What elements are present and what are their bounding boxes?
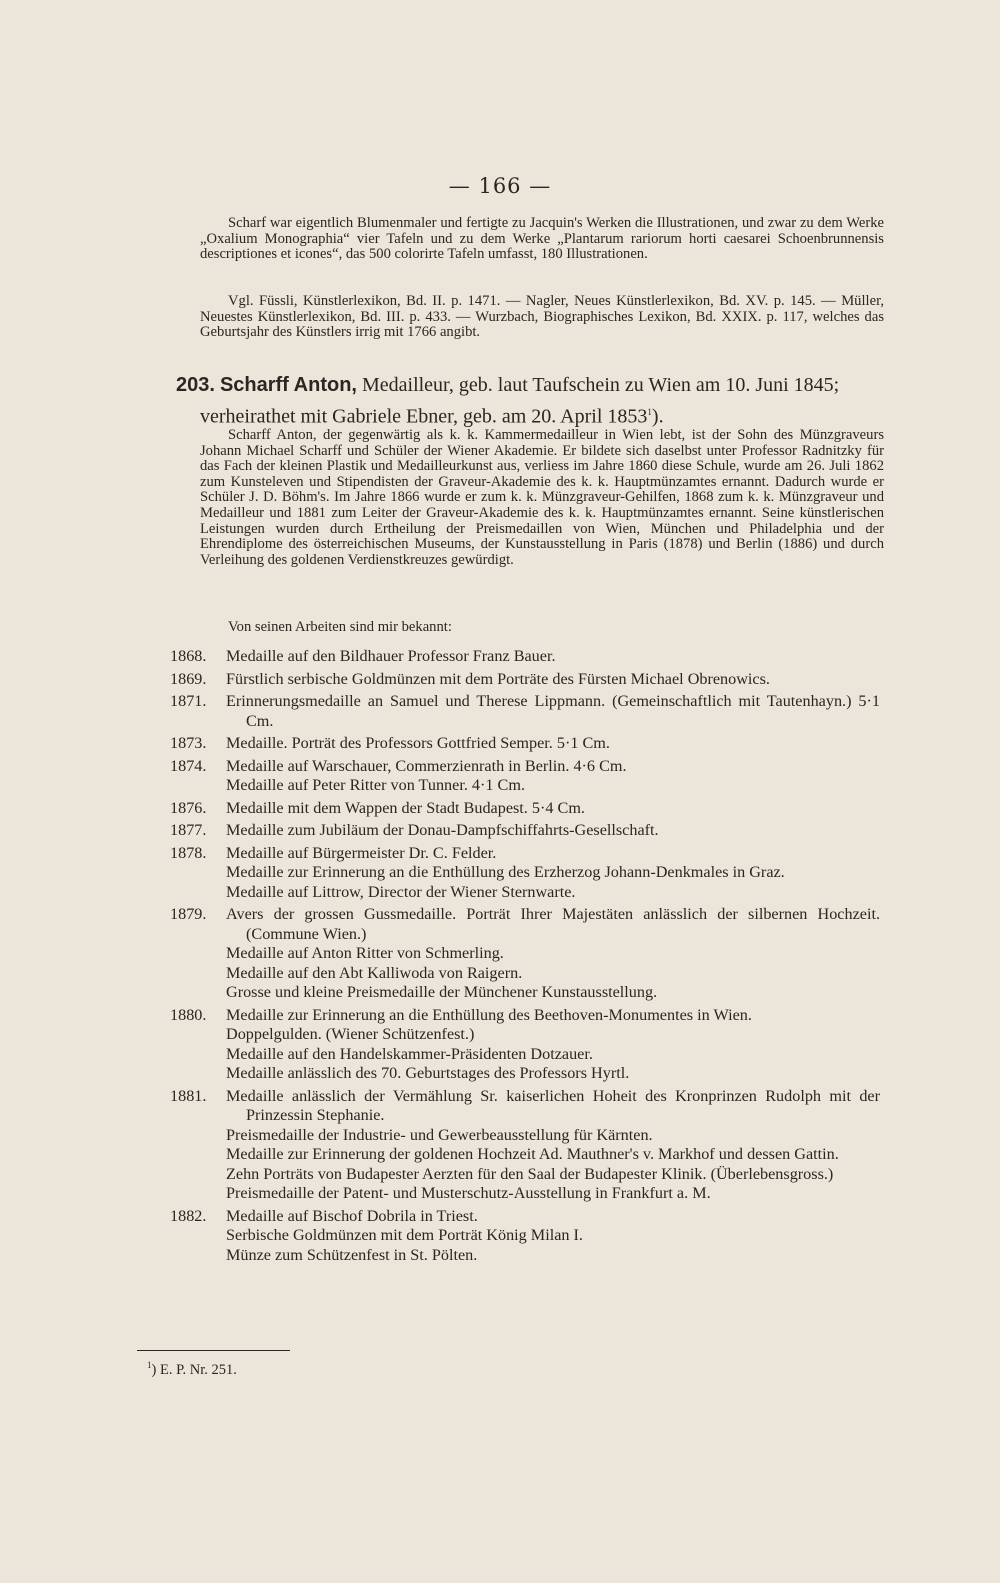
work-item (170, 1207, 880, 1227)
entry-line-2-wrap (176, 399, 884, 431)
work-item (170, 1006, 880, 1026)
work-text: Medaille zur Erinnerung der goldenen Hochzeit Ad. Mauthner's v. Markhof und dessen Gattin. (226, 1145, 839, 1163)
work-item (170, 863, 880, 883)
work-item (170, 1226, 880, 1246)
biography-text: Scharff Anton, der gegenwärtig als k. k. Kammermedailleur in Wien lebt, ist der Sohn des Münzgraveurs Johann Michael Scharff und Schüler der Wiener Akademie. Er bildete sich daselbst unter Professor Radnitzky für das Fach der kleinen Plastik und Medailleurkunst aus, verliess im Jahre 1860 diese Schule, wurde am 26. Juli 1862 zum Kunsteleven und Stipendisten der Graveur-Akademie des k. k. Hauptmünzamtes ernannt. Dadurch wurde er Schüler J. D. Böhm's. Im Jahre 1866 wurde er zum k. k. Münzgraveur-Gehilfen, 1868 zum k. k. Münzgraveur und Medailleur und 1881 zum Leiter der Graveur-Akademie des k. k. Hauptmünzamtes ernannt. Seine künstlerischen Leistungen wurden durch Ertheilung der Preismedaillen von Wien, München und Philadelphia und der Ehrendiplome des österreichischen Museums, der Kunstausstellung in Paris (1878) und Berlin (1886) und durch Verleihung des goldenen Verdienstkreuzes gewürdigt. (200, 427, 884, 568)
work-text: Münze zum Schützenfest in St. Pölten. (226, 1245, 478, 1264)
work-item (170, 944, 880, 964)
work-item (170, 1246, 880, 1266)
footnote-mark: 1 (147, 1360, 152, 1370)
work-text: Medaille auf Littrow, Director der Wiener Sternwarte. (226, 882, 576, 901)
work-text: Medaille auf den Handelskammer-Präsidenten Dotzauer. (226, 1044, 593, 1063)
work-year: 1882. (170, 1206, 207, 1225)
work-item (170, 776, 880, 796)
biography-paragraph (200, 428, 884, 568)
work-text: Medaille zum Jubiläum der Donau-Dampfschiffahrts-Gesellschaft. (226, 821, 659, 839)
work-item (170, 905, 880, 944)
work-year: 1871. (170, 692, 207, 710)
work-item (170, 964, 880, 984)
work-year: 1873. (170, 734, 207, 752)
work-year: 1874. (170, 756, 207, 775)
footnote-reference[interactable]: 1 (647, 407, 652, 417)
entry-number: 203. (176, 374, 215, 396)
work-item (170, 1064, 880, 1084)
footnote (147, 1360, 237, 1379)
work-year: 1878. (170, 843, 207, 862)
work-text: Medaille auf den Bildhauer Professor Franz Bauer. (226, 647, 556, 665)
work-item (170, 799, 880, 819)
work-text: Medaille anlässlich der Vermählung Sr. kaiserlichen Hoheit des Kronprinzen Rudolph mit der Prinzessin Stephanie. (226, 1086, 880, 1124)
work-year: 1877. (170, 821, 207, 839)
works-intro (200, 620, 884, 636)
work-text: Medaille mit dem Wappen der Stadt Budapest. 5·4 Cm. (226, 798, 585, 817)
work-item (170, 647, 880, 667)
references-text: Vgl. Füssli, Künstlerlexikon, Bd. II. p. 1471. — Nagler, Neues Künstlerlexikon, Bd. XV. p. 145. — Müller, Neuestes Künstlerlexikon, Bd. III. p. 433. — Wurzbach, Biographisches Lexikon, Bd. XXIX. p. 117, welches das Geburtsjahr des Künstlers irrig mit 1766 angibt. (200, 293, 884, 341)
work-item (170, 983, 880, 1003)
intro-paragraph (200, 216, 884, 263)
entry-line-2-end: ). (651, 405, 664, 428)
footnote-paren: ) (151, 1361, 157, 1378)
work-text: Fürstlich serbische Goldmünzen mit dem Porträte des Fürsten Michael Obrenowics. (226, 669, 770, 688)
work-text: Medaille. Porträt des Professors Gottfried Semper. 5·1 Cm. (226, 734, 610, 752)
footnote-text: E. P. Nr. 251. (156, 1361, 237, 1378)
work-item (170, 734, 880, 754)
entry-line-2: verheirathet mit Gabriele Ebner, geb. am 20. April 1853 (200, 405, 648, 428)
references-paragraph (200, 294, 884, 341)
work-text: Zehn Porträts von Budapester Aerzten für den Saal der Budapester Klinik. (Überlebensgross.) (226, 1164, 834, 1183)
work-text: Medaille zur Erinnerung an die Enthüllung des Beethoven-Monumentes in Wien. (226, 1005, 752, 1024)
work-item (170, 883, 880, 903)
works-list (170, 644, 880, 1265)
work-text: Preismedaille der Industrie- und Gewerbeausstellung für Kärnten. (226, 1125, 653, 1144)
work-year: 1868. (170, 647, 207, 665)
work-item (170, 1126, 880, 1146)
work-text: Preismedaille der Patent- und Musterschutz-Ausstellung in Frankfurt a. M. (226, 1184, 711, 1202)
work-item (170, 1087, 880, 1126)
work-item (170, 757, 880, 777)
work-text: Serbische Goldmünzen mit dem Porträt König Milan I. (226, 1226, 583, 1244)
work-item (170, 844, 880, 864)
work-text: Grosse und kleine Preismedaille der Münchener Kunstausstellung. (226, 983, 658, 1001)
work-year: 1881. (170, 1086, 207, 1105)
work-text: Medaille auf den Abt Kalliwoda von Raigern. (226, 963, 523, 982)
entry-line-1: Medailleur, geb. laut Taufschein zu Wien am 10. Juni 1845; (361, 374, 840, 396)
entry-name: Scharff Anton, (219, 374, 357, 396)
work-text: Medaille auf Anton Ritter von Schmerling. (226, 944, 504, 962)
work-item (170, 1165, 880, 1185)
work-text: Medaille auf Bischof Dobrila in Triest. (226, 1206, 478, 1225)
work-year: 1876. (170, 798, 207, 817)
work-item (170, 821, 880, 841)
work-year: 1880. (170, 1005, 207, 1024)
work-item (170, 1045, 880, 1065)
work-item (170, 1025, 880, 1045)
page-number: — 166 — (448, 174, 552, 198)
work-text: Medaille anlässlich des 70. Geburtstages des Professors Hyrtl. (226, 1064, 630, 1082)
work-year: 1879. (170, 905, 207, 923)
work-text: Medaille auf Bürgermeister Dr. C. Felder. (226, 843, 497, 862)
work-item (170, 692, 880, 731)
work-year: 1869. (170, 669, 207, 688)
entry-heading (176, 372, 884, 431)
work-text: Erinnerungsmedaille an Samuel und Therese Lippmann. (Gemeinschaftlich mit Tautenhayn.) 5·1 Cm. (226, 692, 880, 730)
work-text: Medaille auf Peter Ritter von Tunner. 4·1 Cm. (226, 776, 525, 794)
intro-text: Scharf war eigentlich Blumenmaler und fertigte zu Jacquin's Werken die Illustrationen, und zwar zu dem Werke „Oxalium Monographia“ vier Tafeln und zu dem Werke „Plantarum rariorum horti caesarei Schoenbrunnensis descriptiones et icones“, das 500 colorirte Tafeln umfasst, 180 Illustrationen. (200, 215, 884, 263)
work-item (170, 1184, 880, 1204)
work-text: Medaille auf Warschauer, Commerzienrath in Berlin. 4·6 Cm. (226, 756, 627, 775)
work-item (170, 670, 880, 690)
footnote-rule (137, 1350, 290, 1351)
work-text: Doppelgulden. (Wiener Schützenfest.) (226, 1025, 475, 1043)
work-item (170, 1145, 880, 1165)
works-intro-text: Von seinen Arbeiten sind mir bekannt: (228, 619, 452, 635)
work-text: Avers der grossen Gussmedaille. Porträt Ihrer Majestäten anlässlich der silbernen Hochzeit. (Commune Wien.) (226, 905, 880, 943)
work-text: Medaille zur Erinnerung an die Enthüllung des Erzherzog Johann-Denkmales in Graz. (226, 863, 785, 881)
